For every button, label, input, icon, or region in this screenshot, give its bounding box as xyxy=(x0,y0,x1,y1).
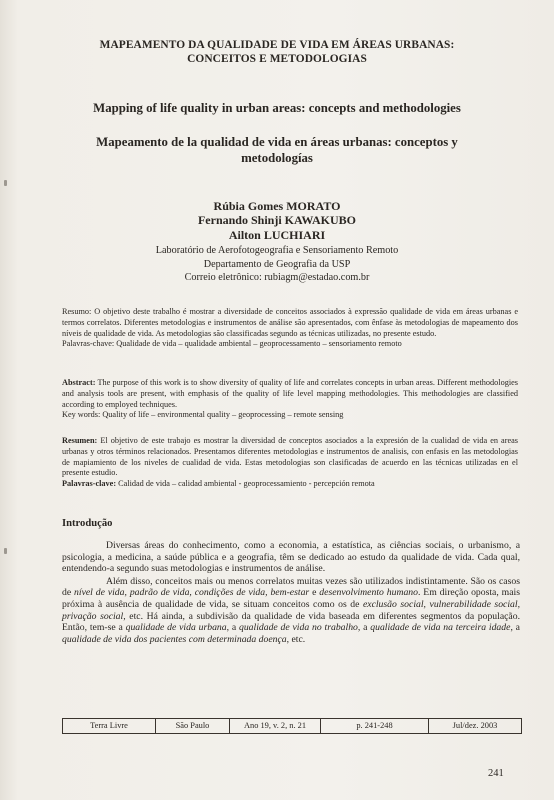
title-english: Mapping of life quality in urban areas: concepts and methodologies xyxy=(93,101,461,115)
keywords-en-text: Quality of life – environmental quality – geoprocessing – remote sensing xyxy=(100,410,344,420)
intro-paragraph-2 xyxy=(62,576,520,646)
abstract-english xyxy=(62,378,518,421)
author-2: Fernando Shinji KAWAKUBO xyxy=(197,213,357,228)
intro-p2-italic-6: qualidade de vida na terceira idade xyxy=(370,622,511,634)
abstract-en-body xyxy=(62,378,518,410)
intro-p2-text-b: e xyxy=(309,587,320,599)
footer-pages: p. 241-248 xyxy=(321,719,429,733)
footer-city: São Paulo xyxy=(156,719,230,733)
title-pt-line2: CONCEITOS E METODOLOGIAS xyxy=(187,53,367,65)
intro-p2-text-c: . Em direção oposta, mais próxima à ausência de qualidade de vida, se situam conceitos como os de xyxy=(62,587,520,610)
footer-volume: Ano 19, v. 2, n. 21 xyxy=(230,719,321,733)
keywords-pt-label: Palavras-chave: xyxy=(62,339,115,349)
abstract-es-label: Resumen: xyxy=(62,436,98,445)
abstract-es-text: El objetivo de este trabajo es mostrar la diversidad de conceptos asociados a la expresión de la cualidad de vida en areas urbanas y otros términos relacionados. Presentamos diferentes metodologias e instrumentos de analisis, con enfasis en las metodologias de mapiamiento de los niveles de cualidad de vida. Estas metodologias son clasificadas de acuerdo en las técnicas utilizadas en el presente estudio. xyxy=(62,436,518,478)
author-list xyxy=(100,199,454,242)
intro-p2-text-a: Além disso, conceitos mais ou menos correlatos muitas vezes são utilizados indistintamente. São os casos de xyxy=(62,575,520,599)
intro-p2-italic-1: nível de vida, padrão de vida, condições de vida, bem-estar xyxy=(74,587,310,599)
scan-mark xyxy=(4,180,7,186)
abstract-en-text: The purpose of this work is to show diversity of quality of life and correlates concepts in urban areas. Different methodologies and analysis tools are present, with emphasis of the quality of life level mapping methodologies. This methodologies are classified according to employed techniques. xyxy=(62,378,518,409)
abstract-es-body xyxy=(62,436,518,479)
intro-p2-italic-4: qualidade de vida urbana xyxy=(125,622,227,634)
footer-date: Jul/dez. 2003 xyxy=(452,721,498,730)
keywords-es xyxy=(62,479,518,490)
page-number: 241 xyxy=(488,768,504,779)
intro-p2-italic-7: qualidade de vida dos pacientes com determinada doença xyxy=(62,633,287,645)
abstract-pt-label: Resumo: xyxy=(62,307,92,316)
affiliation-email: Correio eletrônico: rubiagm@estadao.com.br xyxy=(184,272,370,283)
abstract-pt-text: O objetivo deste trabalho é mostrar a diversidade de conceitos associados à expressão qualidade de vida em áreas urbanas e termos correlatos. Diferentes metodologias e instrumentos de análise são apresentados, com ênfase às metodologias de mapeamento dos níveis de qualidade de vida. As metodologias são classificadas segundo as técnicas utilizadas, no presente estudo. xyxy=(62,307,518,338)
introduction-body xyxy=(62,540,520,646)
title-pt-line1: MAPEAMENTO DA QUALIDADE DE VIDA EM ÁREAS URBANAS: xyxy=(99,39,455,51)
affiliation-lab: Laboratório de Aerofotogeografia e Sensoriamento Remoto xyxy=(155,245,399,256)
affiliation xyxy=(100,244,454,285)
title-es-line2: metodologías xyxy=(241,151,313,165)
intro-p2-italic-5: qualidade de vida no trabalho xyxy=(238,622,358,634)
keywords-en-label: Key words: xyxy=(62,410,101,420)
intro-p2-text-h: , a xyxy=(510,622,520,634)
keywords-es-label: Palavras-clave: xyxy=(62,479,117,489)
intro-p2-text-d: , etc. Há ainda, a subdivisão da qualidade de vida baseada em diferentes segmentos da população. Então, tem-se a xyxy=(62,610,520,634)
intro-p2-text-g: , a xyxy=(357,622,371,634)
intro-p2-italic-2: desenvolvimento humano xyxy=(319,587,418,599)
abstract-pt-body xyxy=(62,307,518,339)
footer-journal: Terra Livre xyxy=(63,719,156,733)
intro-p2-text-i: , etc. xyxy=(286,633,306,645)
title-es-line1: Mapeamento de la qualidad de vida en áreas urbanas: conceptos y xyxy=(96,135,458,149)
intro-paragraph-1: Diversas áreas do conhecimento, como a economia, a estatística, as ciências sociais, o urbanismo, a psicologia, a medicina, a saúde pública e a geografia, têm se dedicado ao estudo da qualidade de vida. Cada qual, entendendo-a segundo suas metodologias e instrumentos de análise. xyxy=(62,540,520,575)
keywords-es-text: Calidad de vida – calidad ambiental - geoprocessamiento - percepción remota xyxy=(116,479,375,489)
section-heading-introduction: Introdução xyxy=(62,518,113,529)
citation-footer-table xyxy=(62,718,522,734)
affiliation-dept: Departamento de Geografia da USP xyxy=(203,258,351,270)
abstract-spanish xyxy=(62,436,518,490)
abstract-en-label: Abstract: xyxy=(62,378,96,387)
intro-p2-italic-3: exclusão social, vulnerabilidade social, privação social xyxy=(62,598,520,622)
intro-p2-text-f: , a xyxy=(226,622,239,634)
author-1: Rúbia Gomes MORATO xyxy=(213,199,341,213)
title-portuguese xyxy=(90,38,464,66)
title-spanish xyxy=(80,134,474,166)
abstract-portuguese xyxy=(62,307,518,350)
scan-mark xyxy=(4,548,7,554)
keywords-pt xyxy=(62,339,518,350)
author-3: Ailton LUCHIARI xyxy=(228,227,326,242)
keywords-pt-text: Qualidade de vida – qualidade ambiental – geoprocessamento – sensoriamento remoto xyxy=(114,339,402,349)
keywords-en xyxy=(62,410,518,421)
